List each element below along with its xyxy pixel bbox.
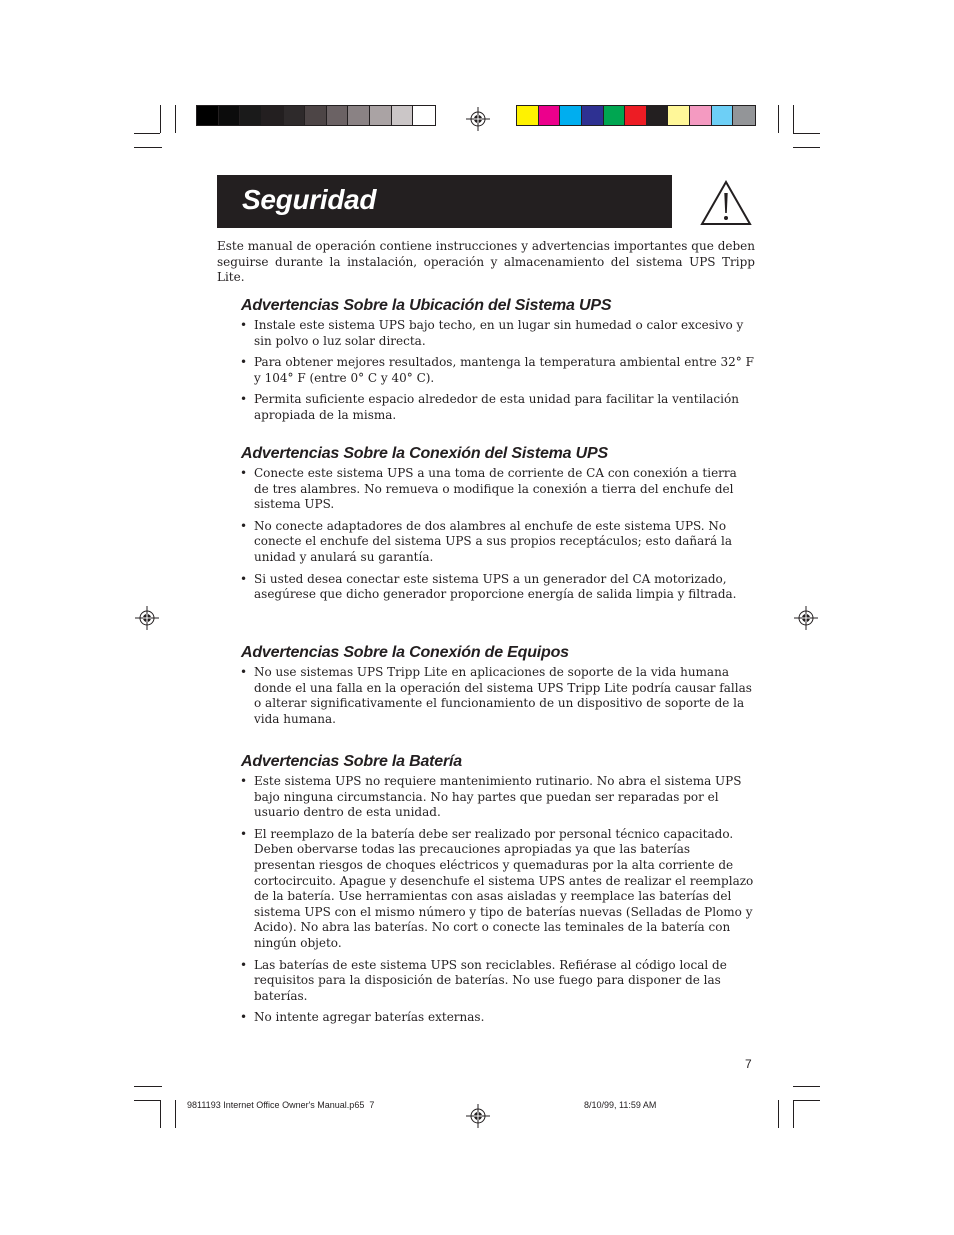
list-item-text: Este sistema UPS no requiere mantenimiento rutinario. No abra el sistema UPS bajo ninguna circumstancia. No hay partes que puedan ser reparadas por el usuario dentro de esta unidad. xyxy=(254,774,742,820)
list-item xyxy=(241,827,755,952)
list-item xyxy=(241,318,755,349)
list-item-text: El reemplazo de la batería debe ser realizado por personal técnico capacitado. Deben obervarse todas las precauciones apropiadas ya que las baterías presentan riesgos de choques eléctricos y quemaduras por la alta corriente de cortocircuito. Apague y desenchufe el sistema UPS antes de realizar el reemplazo de la batería. Use herramientas con asas aisladas y reemplace las baterías del sistema UPS con el mismo número y tipo de baterías nuevas (Selladas de Plomo y Acido). No abra las baterías. No cort o conecte las teminales de la batería con ningún objeto. xyxy=(254,826,754,950)
grayscale-bar xyxy=(196,105,436,126)
color-swatch xyxy=(262,106,284,125)
color-swatch xyxy=(327,106,349,125)
color-swatch xyxy=(413,106,435,125)
section-heading: Advertencias Sobre la Ubicación del Sistema UPS xyxy=(241,297,612,314)
list-item-text: No intente agregar baterías externas. xyxy=(254,1010,485,1025)
color-swatch xyxy=(625,106,647,125)
crop-mark xyxy=(134,1086,162,1087)
color-swatch xyxy=(604,106,626,125)
crop-mark xyxy=(793,1100,820,1101)
section-heading: Advertencias Sobre la Conexión del Sistema UPS xyxy=(241,445,608,462)
list-item-text: No use sistemas UPS Tripp Lite en aplicaciones de soporte de la vida humana donde el una falla en la operación del sistema UPS Tripp Lite podría causar fallas o alterar significativamente el funcionamiento de un dispositivo de soporte de la vida humana. xyxy=(254,665,752,726)
crop-mark xyxy=(778,1100,779,1128)
footer-file xyxy=(187,1100,374,1110)
list-item-text: Si usted desea conectar este sistema UPS a un generador del CA motorizado, asegúrese que dicho generador proporcione energía de salida limpia y filtrada. xyxy=(254,571,737,602)
page-number: 7 xyxy=(745,1057,752,1071)
registration-mark-icon xyxy=(135,606,159,630)
section-heading: Advertencias Sobre la Batería xyxy=(241,753,462,770)
bullet: • xyxy=(240,355,248,370)
warning-triangle-icon xyxy=(700,180,752,226)
bullet: • xyxy=(240,826,248,841)
bullet: • xyxy=(240,665,248,679)
color-swatch xyxy=(647,106,669,125)
crop-mark xyxy=(134,147,162,148)
color-swatch xyxy=(197,106,219,125)
color-swatch xyxy=(582,106,604,125)
registration-mark-icon xyxy=(466,1104,490,1128)
color-swatch xyxy=(348,106,370,125)
color-swatch xyxy=(690,106,712,125)
crop-mark xyxy=(793,147,820,148)
crop-mark xyxy=(793,1086,820,1087)
list-item xyxy=(241,774,755,821)
color-swatch xyxy=(284,106,306,125)
crop-mark xyxy=(793,1100,794,1128)
warning-list xyxy=(241,318,761,424)
color-swatch xyxy=(539,106,561,125)
bullet: • xyxy=(240,392,248,407)
bullet: • xyxy=(240,466,248,480)
list-item xyxy=(241,519,755,566)
registration-mark-icon xyxy=(466,107,490,131)
crop-mark xyxy=(134,1100,160,1101)
bullet: • xyxy=(240,774,248,788)
crop-mark xyxy=(778,105,779,133)
section-conexion-equipos xyxy=(241,644,761,733)
section-ubicacion xyxy=(241,297,761,430)
color-bar xyxy=(516,105,756,126)
page-title: Seguridad xyxy=(242,184,377,215)
registration-mark-icon xyxy=(794,606,818,630)
list-item-text: No conecte adaptadores de dos alambres al enchufe de este sistema UPS. No conecte el enchufe del sistema UPS a sus propios receptáculos; esto dañará la unidad y anulará su garantía. xyxy=(254,518,733,564)
warning-list xyxy=(241,466,761,603)
section-bateria xyxy=(241,753,761,1032)
list-item-text: Para obtener mejores resultados, mantenga la temperatura ambiental entre 32° F y 104° F (entre 0° C y 40° C). xyxy=(254,355,754,385)
list-item xyxy=(241,466,755,513)
color-swatch xyxy=(240,106,262,125)
bullet: • xyxy=(240,518,248,533)
crop-mark xyxy=(793,105,794,133)
crop-mark xyxy=(793,133,820,134)
list-item-text: Las baterías de este sistema UPS son reciclables. Refiérase al código local de requisitos para la disposición de baterías. No use fuego para disponer de las baterías. xyxy=(254,957,727,1003)
section-conexion-ups xyxy=(241,445,761,609)
color-swatch xyxy=(733,106,755,125)
color-swatch xyxy=(219,106,241,125)
crop-mark xyxy=(175,1100,176,1128)
list-item xyxy=(241,958,755,1005)
footer-timestamp: 8/10/99, 11:59 AM xyxy=(584,1100,657,1110)
color-swatch xyxy=(517,106,539,125)
bullet: • xyxy=(240,571,248,586)
list-item-text: Instale este sistema UPS bajo techo, en un lugar sin humedad o calor excesivo y sin polvo o luz solar directa. xyxy=(254,318,744,348)
list-item-text: Permita suficiente espacio alrededor de esta unidad para facilitar la ventilación apropiada de la misma. xyxy=(254,392,739,422)
list-item xyxy=(241,572,755,603)
title-band xyxy=(217,175,672,228)
color-swatch xyxy=(370,106,392,125)
list-item-text: Conecte este sistema UPS a una toma de corriente de CA con conexión a tierra de tres alambres. No remueva o modifique la conexión a tierra del enchufe del sistema UPS. xyxy=(254,466,737,512)
color-swatch xyxy=(305,106,327,125)
color-swatch xyxy=(668,106,690,125)
footer-file-page: 7 xyxy=(369,1100,375,1110)
intro-paragraph: Este manual de operación contiene instrucciones y advertencias importantes que deben seguirse durante la instalación, operación y almacenamiento del sistema UPS Tripp Lite. xyxy=(217,239,755,285)
section-heading: Advertencias Sobre la Conexión de Equipos xyxy=(241,644,569,661)
bullet: • xyxy=(240,957,248,972)
footer-file-name: 9811193 Internet Office Owner's Manual.p65 xyxy=(187,1100,365,1110)
bullet: • xyxy=(240,1010,248,1025)
warning-list xyxy=(241,774,761,1026)
list-item xyxy=(241,665,755,727)
crop-mark xyxy=(134,133,160,134)
color-swatch xyxy=(392,106,414,125)
crop-mark xyxy=(160,105,161,133)
list-item xyxy=(241,392,755,423)
crop-mark xyxy=(175,105,176,133)
list-item xyxy=(241,1010,755,1026)
bullet: • xyxy=(240,318,248,332)
crop-mark xyxy=(160,1100,161,1128)
warning-list xyxy=(241,665,761,727)
color-swatch xyxy=(712,106,734,125)
list-item xyxy=(241,355,755,386)
color-swatch xyxy=(560,106,582,125)
